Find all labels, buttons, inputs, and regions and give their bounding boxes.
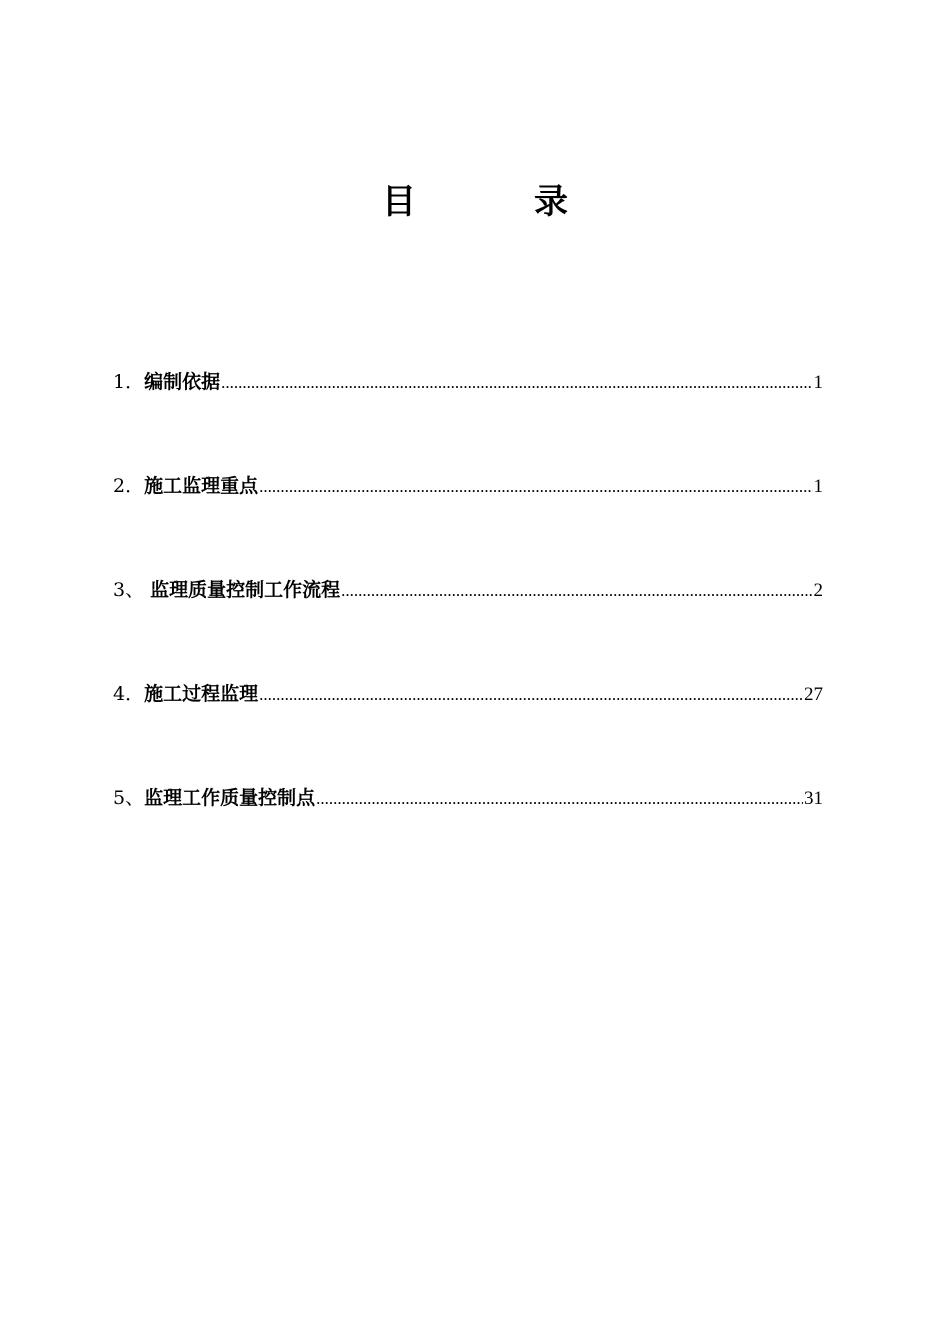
toc-entry-2[interactable]	[113, 470, 823, 574]
toc-entry-number: 4．	[113, 683, 145, 705]
toc-entry-number: 2．	[113, 475, 145, 497]
toc-entry-text: 编制依据	[144, 371, 221, 393]
toc-dot-leader	[341, 575, 812, 607]
toc-dot-leader	[259, 471, 812, 503]
toc-entry-5[interactable]	[113, 782, 823, 886]
toc-entry-number: 3、	[113, 579, 151, 601]
toc-entry-3[interactable]	[113, 574, 823, 678]
toc-dot-leader	[221, 367, 812, 399]
toc-entry-label	[113, 574, 340, 606]
toc-entry-page: 27	[804, 684, 823, 705]
toc-entry-text: 监理质量控制工作流程	[150, 579, 341, 601]
toc-entry-number: 5、	[113, 787, 145, 809]
toc-entry-page: 1	[813, 372, 823, 393]
title-char-left: 目	[382, 182, 416, 222]
toc-entry-label	[113, 366, 220, 398]
toc-entry-number: 1．	[113, 371, 145, 393]
toc-entry-label	[113, 470, 258, 502]
toc-entry-page: 1	[813, 476, 823, 497]
toc-entry-page: 31	[804, 788, 823, 809]
toc-entry-4[interactable]	[113, 678, 823, 782]
title-char-right: 录	[534, 182, 568, 222]
page-title	[0, 180, 950, 224]
toc-entry-label	[113, 678, 258, 710]
toc-entry-text: 施工监理重点	[144, 475, 259, 497]
table-of-contents	[113, 366, 823, 886]
toc-dot-leader	[259, 679, 803, 711]
toc-dot-leader	[316, 783, 803, 815]
toc-entry-page: 2	[813, 580, 823, 601]
toc-entry-text: 监理工作质量控制点	[144, 787, 316, 809]
toc-entry-label	[113, 782, 315, 814]
toc-entry-1[interactable]	[113, 366, 823, 470]
toc-entry-text: 施工过程监理	[144, 683, 259, 705]
